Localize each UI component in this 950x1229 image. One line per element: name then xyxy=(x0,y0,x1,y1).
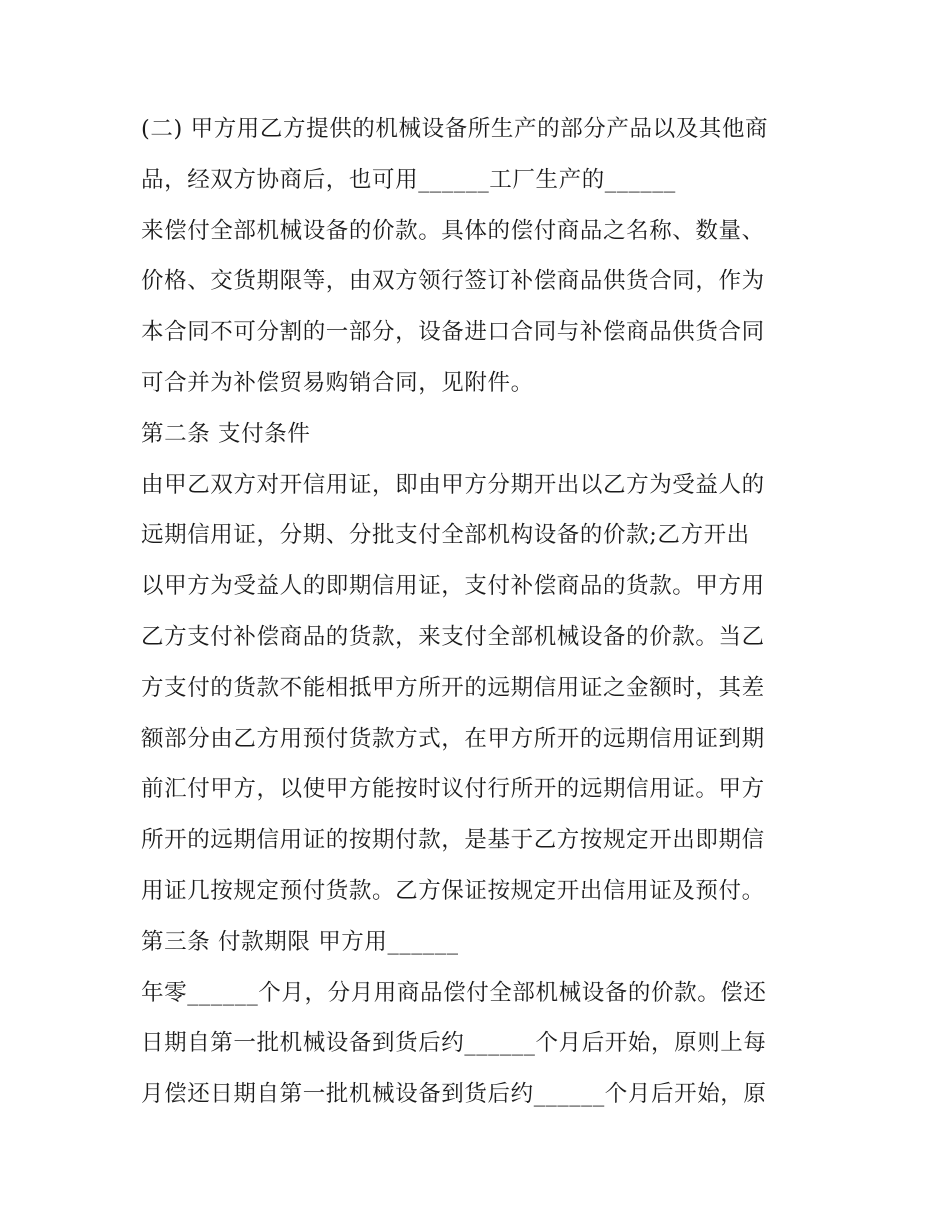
text-line: 来偿付全部机械设备的价款。具体的偿付商品之名称、数量、 xyxy=(141,217,765,244)
text-line: 前汇付甲方，以使甲方能按时议付行所开的远期信用证。甲方 xyxy=(141,776,765,803)
text-line: 乙方支付补偿商品的货款，来支付全部机械设备的价款。当乙 xyxy=(141,623,765,650)
text-line: 方支付的货款不能相抵甲方所开的远期信用证之金额时，其差 xyxy=(141,674,765,701)
text-line: 以甲方为受益人的即期信用证，支付补偿商品的货款。甲方用 xyxy=(141,573,765,600)
section-heading: 第二条 支付条件 xyxy=(141,420,311,447)
text-line: 本合同不可分割的一部分，设备进口合同与补偿商品供货合同 xyxy=(141,319,765,346)
text-line: 用证几按规定预付货款。乙方保证按规定开出信用证及预付。 xyxy=(141,877,765,904)
text-line: 所开的远期信用证的按期付款，是基于乙方按规定开出即期信 xyxy=(141,827,765,854)
text-line: 日期自第一批机械设备到货后约______个月后开始，原则上每 xyxy=(141,1030,767,1057)
text-line: 额部分由乙方用预付货款方式，在甲方所开的远期信用证到期 xyxy=(141,725,765,752)
document-body xyxy=(141,104,821,1120)
text-line: 年零______个月，分月用商品偿付全部机械设备的价款。偿还 xyxy=(141,979,767,1006)
text-line: 月偿还日期自第一批机械设备到货后约______个月后开始，原 xyxy=(141,1081,767,1108)
text-line: 可合并为补偿贸易购销合同，见附件。 xyxy=(141,369,534,396)
section-heading: 第三条 付款期限 甲方用______ xyxy=(141,928,459,955)
text-line: 由甲乙双方对开信用证，即由甲方分期开出以乙方为受益人的 xyxy=(141,471,765,498)
text-line: 远期信用证，分期、分批支付全部机构设备的价款;乙方开出 xyxy=(141,522,750,549)
text-line: (二) 甲方用乙方提供的机械设备所生产的部分产品以及其他商 xyxy=(141,116,769,142)
text-line: 品，经双方协商后，也可用______工厂生产的______ xyxy=(141,166,676,193)
text-line: 价格、交货期限等，由双方领行签订补偿商品供货合同，作为 xyxy=(141,268,765,295)
